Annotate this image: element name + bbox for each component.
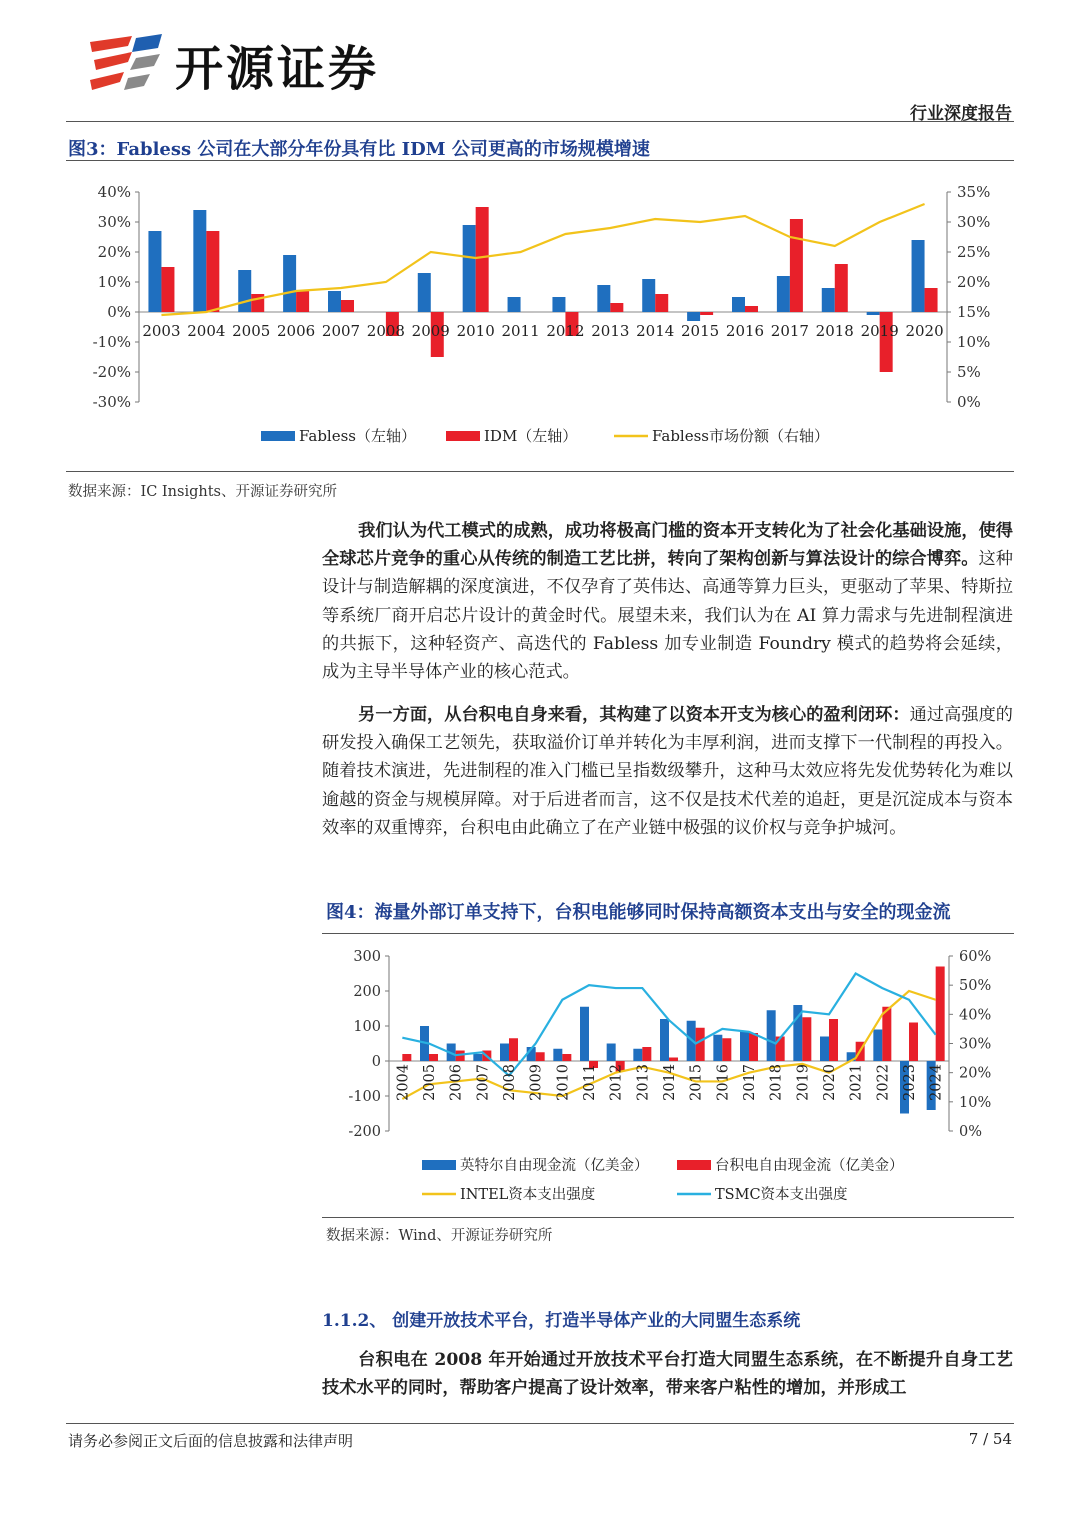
bar-a — [873, 1030, 882, 1062]
bar-b — [536, 1052, 545, 1061]
x-axis-tick-label: 2017 — [742, 1064, 758, 1101]
x-axis-tick-label: 2023 — [902, 1064, 918, 1101]
x-axis-tick-label: 2015 — [681, 322, 720, 340]
bar-a — [767, 1010, 776, 1061]
right-axis-tick-label: 0% — [959, 1124, 983, 1140]
right-axis-tick-label: 25% — [957, 243, 991, 261]
left-axis-tick-label: 200 — [353, 984, 381, 1000]
bar-a — [912, 240, 925, 312]
bar-a — [148, 231, 161, 312]
x-axis-tick-label: 2018 — [768, 1064, 785, 1101]
bar-b — [880, 312, 893, 372]
bar-b — [700, 312, 713, 315]
x-axis-tick-label: 2006 — [277, 322, 316, 340]
bar-a — [328, 291, 341, 312]
report-type: 行业深度报告 — [910, 104, 1012, 124]
x-axis-tick-label: 2024 — [928, 1064, 945, 1101]
figure3-title: 图3：Fabless 公司在大部分年份具有比 IDM 公司更高的市场规模增速 — [68, 139, 650, 160]
figure4-chart — [322, 940, 1014, 1212]
paragraph-1-lead: 我们认为代工模式的成熟，成功将极高门槛的资本开支转化为了社会化基础设施，使得全球芯片竞争的重心从传统的制造工艺比拼，转向了架构创新与算法设计的综合博弈。 — [322, 521, 1013, 570]
bar-a — [553, 1049, 562, 1061]
x-axis-tick-label: 2004 — [395, 1064, 412, 1101]
right-axis-tick-label: 20% — [957, 273, 991, 291]
legend-label: 英特尔自由现金流（亿美金） — [460, 1158, 649, 1174]
bar-a — [508, 297, 521, 312]
legend-swatch — [261, 431, 295, 441]
x-axis-tick-label: 2012 — [608, 1064, 625, 1101]
bar-a — [238, 270, 251, 312]
x-axis-tick-label: 2013 — [635, 1064, 652, 1101]
figure4-title: 图4：海量外部订单支持下，台积电能够同时保持高额资本支出与安全的现金流 — [326, 902, 951, 923]
x-axis-tick-label: 2007 — [321, 322, 361, 340]
x-axis-tick-label: 2005 — [422, 1064, 438, 1101]
x-axis-tick-label: 2005 — [232, 322, 271, 340]
x-axis-tick-label: 2011 — [582, 1064, 598, 1101]
bar-b — [745, 306, 758, 312]
bar-a — [713, 1035, 722, 1061]
company-logo — [88, 34, 168, 96]
section-title: 1.1.2、 创建开放技术平台，打造半导体产业的大同盟生态系统 — [322, 1311, 801, 1331]
right-axis-tick-label: 0% — [957, 393, 981, 411]
left-axis-tick-label: 20% — [97, 243, 131, 261]
x-axis-tick-label: 2016 — [715, 1064, 732, 1101]
bar-b — [829, 1019, 838, 1061]
paragraph-1-body: 这种设计与制造解耦的深度演进，不仅孕育了英伟达、高通等算力巨头，更驱动了苹果、特斯拉等系统厂商开启芯片设计的黄金时代。展望未来，我们认为在 AI 算力需求与先进制程演进的共振下，这种轻资产、高迭代的 Fabless 加专业制造 Foundry 模式的趋势将会延续，成为主导半导体产业的核心范式。 — [322, 549, 1013, 683]
bar-b — [562, 1054, 571, 1061]
bar-b — [341, 300, 354, 312]
x-axis-tick-label: 2014 — [662, 1064, 678, 1101]
x-axis-tick-label: 2008 — [366, 322, 405, 340]
bar-a — [552, 297, 565, 312]
bar-b — [161, 267, 174, 312]
x-axis-tick-label: 2006 — [448, 1064, 465, 1101]
bar-a — [732, 297, 745, 312]
right-axis-tick-label: 50% — [959, 978, 992, 995]
x-axis-tick-label: 2016 — [725, 322, 765, 340]
x-axis-tick-label: 2022 — [875, 1064, 892, 1101]
bar-a — [473, 1054, 482, 1061]
figure3-source: 数据来源：IC Insights、开源证券研究所 — [68, 484, 337, 500]
paragraph-1 — [322, 517, 1013, 686]
figure3-chart — [66, 170, 1014, 460]
bar-a — [418, 273, 431, 312]
bar-b — [722, 1038, 731, 1061]
logo-mark-icon — [88, 34, 168, 96]
bar-b — [655, 294, 668, 312]
left-axis-tick-label: -100 — [348, 1089, 381, 1105]
x-axis-tick-label: 2018 — [815, 322, 854, 340]
right-axis-tick-label: 10% — [959, 1094, 992, 1111]
x-axis-tick-label: 2008 — [502, 1064, 518, 1101]
bar-a — [193, 210, 206, 312]
bar-b — [696, 1028, 705, 1061]
bar-a — [633, 1049, 642, 1061]
bar-a — [687, 312, 700, 321]
x-axis-tick-label: 2010 — [456, 322, 495, 340]
legend-swatch — [446, 431, 480, 441]
bar-b — [835, 264, 848, 312]
left-axis-tick-label: -30% — [92, 393, 131, 411]
bar-a — [580, 1007, 589, 1061]
bar-b — [802, 1017, 811, 1061]
figure4-source: 数据来源：Wind、开源证券研究所 — [326, 1228, 553, 1244]
right-axis-tick-label: 60% — [959, 949, 992, 965]
left-axis-tick-label: 30% — [97, 213, 131, 231]
x-axis-tick-label: 2014 — [636, 322, 675, 340]
page-number: 7 / 54 — [968, 1430, 1012, 1448]
figure4-top-rule — [322, 933, 1014, 934]
header-rule — [66, 121, 1014, 122]
right-axis-tick-label: 15% — [957, 303, 991, 321]
bar-a — [822, 288, 835, 312]
bar-b — [882, 1007, 891, 1061]
x-axis-tick-label: 2020 — [905, 322, 944, 340]
figure4-bottom-rule — [322, 1217, 1014, 1218]
paragraph-3 — [322, 1346, 1013, 1402]
bar-b — [476, 207, 489, 312]
bar-a — [740, 1031, 749, 1061]
legend-label: Fabless市场份额（右轴） — [652, 427, 830, 445]
bar-b — [749, 1033, 758, 1061]
bar-a — [463, 225, 476, 312]
figure3-bottom-rule — [66, 471, 1014, 472]
legend-label: IDM（左轴） — [484, 427, 578, 445]
x-axis-tick-label: 2010 — [555, 1064, 572, 1101]
x-axis-tick-label: 2003 — [142, 322, 181, 340]
left-axis-tick-label: 100 — [353, 1019, 381, 1035]
right-axis-tick-label: 35% — [957, 183, 991, 201]
bar-b — [642, 1047, 651, 1061]
x-axis-tick-label: 2011 — [501, 322, 540, 340]
x-axis-tick-label: 2020 — [822, 1064, 838, 1101]
left-axis-tick-label: 0% — [107, 303, 131, 321]
x-axis-tick-label: 2013 — [591, 322, 630, 340]
right-axis-tick-label: 10% — [957, 333, 991, 351]
paragraph-2-lead: 另一方面，从台积电自身来看，其构建了以资本开支为核心的盈利闭环： — [358, 705, 910, 725]
bar-b — [509, 1038, 518, 1061]
left-axis-tick-label: 10% — [97, 273, 131, 291]
left-axis-tick-label: 0 — [371, 1054, 381, 1070]
x-axis-tick-label: 2009 — [528, 1064, 545, 1101]
series-line-0 — [161, 204, 924, 315]
bar-b — [790, 219, 803, 312]
x-axis-tick-label: 2019 — [860, 322, 899, 340]
footer-disclaimer: 请务必参阅正文后面的信息披露和法律声明 — [68, 1432, 354, 1450]
legend-label: 台积电自由现金流（亿美金） — [715, 1158, 904, 1174]
x-axis-tick-label: 2017 — [770, 322, 809, 340]
x-axis-tick-label: 2009 — [411, 322, 450, 340]
bar-b — [909, 1023, 918, 1062]
left-axis-tick-label: 40% — [97, 183, 131, 201]
right-axis-tick-label: 30% — [957, 213, 991, 231]
bar-b — [610, 303, 623, 312]
company-name: 开源证券 — [175, 41, 380, 97]
x-axis-tick-label: 2007 — [475, 1064, 492, 1101]
bar-a — [500, 1044, 509, 1062]
bar-a — [597, 285, 610, 312]
right-axis-tick-label: 5% — [957, 363, 981, 381]
left-axis-tick-label: 300 — [353, 949, 381, 965]
bar-a — [642, 279, 655, 312]
paragraph-2 — [322, 701, 1013, 842]
legend-swatch — [677, 1160, 711, 1170]
x-axis-tick-label: 2004 — [187, 322, 226, 340]
bar-b — [429, 1054, 438, 1061]
left-axis-tick-label: -10% — [92, 333, 131, 351]
bar-b — [402, 1054, 411, 1061]
legend-label: TSMC资本支出强度 — [715, 1187, 848, 1203]
bar-a — [777, 276, 790, 312]
x-axis-tick-label: 2012 — [546, 322, 585, 340]
left-axis-tick-label: -20% — [92, 363, 131, 381]
bar-a — [820, 1037, 829, 1062]
legend-label: INTEL资本支出强度 — [460, 1187, 596, 1203]
bar-b — [206, 231, 219, 312]
right-axis-tick-label: 30% — [959, 1036, 992, 1053]
x-axis-tick-label: 2021 — [848, 1064, 865, 1101]
x-axis-tick-label: 2015 — [688, 1064, 705, 1101]
bar-b — [936, 967, 945, 1062]
bar-a — [607, 1044, 616, 1062]
x-axis-tick-label: 2019 — [795, 1064, 812, 1101]
figure3-top-rule — [66, 160, 1014, 161]
bar-a — [283, 255, 296, 312]
legend-label: Fabless（左轴） — [299, 427, 417, 445]
right-axis-tick-label: 40% — [959, 1007, 992, 1024]
left-axis-tick-label: -200 — [348, 1124, 381, 1140]
legend-swatch — [422, 1160, 456, 1170]
bar-b — [296, 291, 309, 312]
right-axis-tick-label: 20% — [959, 1065, 992, 1082]
bar-b — [669, 1058, 678, 1062]
paragraph-3-lead: 台积电在 2008 年开始通过开放技术平台打造大同盟生态系统，在不断提升自身工艺技术水平的同时，帮助客户提高了设计效率，带来客户粘性的增加，并形成工 — [322, 1350, 1013, 1399]
footer-rule — [66, 1423, 1014, 1424]
bar-b — [925, 288, 938, 312]
bar-a — [660, 1019, 669, 1061]
bar-a — [867, 312, 880, 315]
paragraph-2-body: 通过高强度的研发投入确保工艺领先，获取溢价订单并转化为丰厚利润，进而支撑下一代制程的再投入。随着技术演进，先进制程的准入门槛已呈指数级攀升，这种马太效应将先发优势转化为难以逾越的资金与规模屏障。对于后进者而言，这不仅是技术代差的追赶，更是沉淀成本与资本效率的双重博弈，台积电由此确立了在产业链中极强的议价权与竞争护城河。 — [322, 705, 1013, 838]
